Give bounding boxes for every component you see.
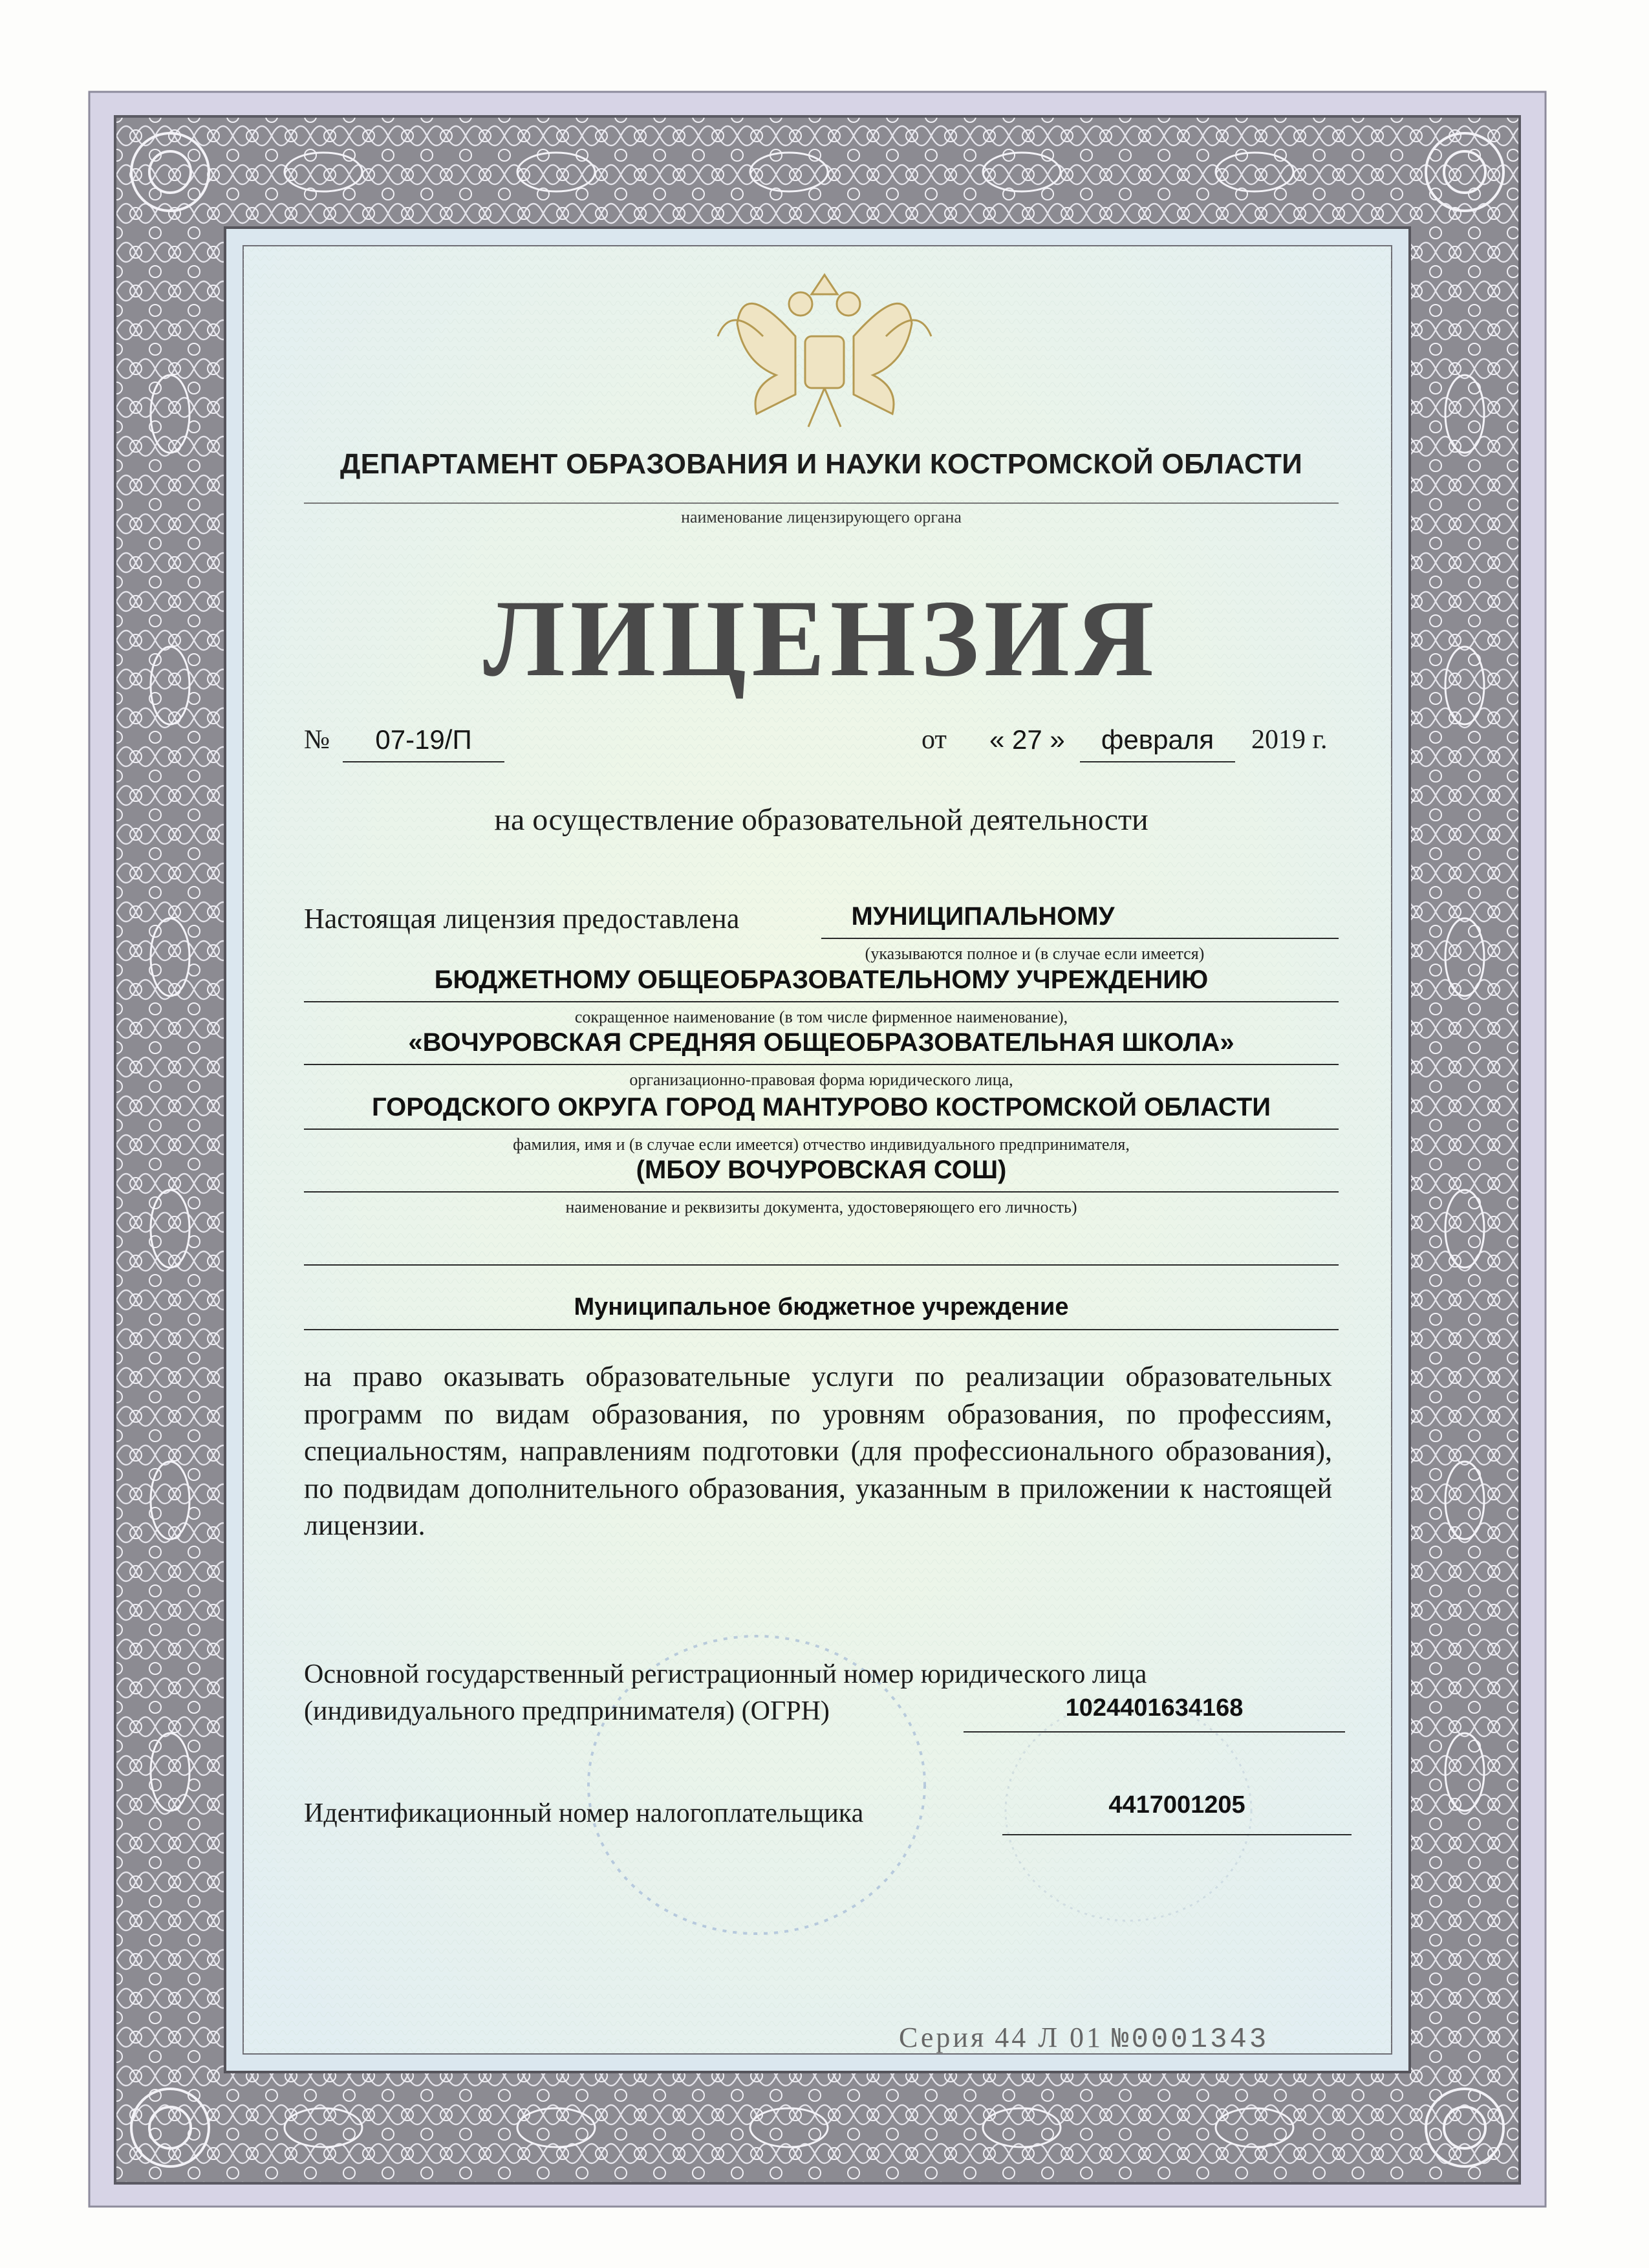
licensee-caption-5: наименование и реквизиты документа, удостоверяющего его личность)	[565, 1198, 1077, 1216]
ogrn-label-line-1: Основной государственный регистрационный номер юридического лица	[304, 1659, 1147, 1689]
issuer-underline	[304, 502, 1339, 504]
ogrn-value: 1024401634168	[1065, 1694, 1244, 1722]
licensee-line-4: ГОРОДСКОГО ОКРУГА ГОРОД МАНТУРОВО КОСТРОМСКОЙ ОБЛАСТИ	[371, 1093, 1271, 1121]
license-number: 07-19/П	[375, 724, 472, 755]
date-year: 2019 г.	[1251, 725, 1328, 755]
licensee-rule-4	[304, 1129, 1339, 1130]
licensee-rule-2	[304, 1001, 1339, 1002]
date-from-label: от	[921, 725, 947, 755]
series-value: 44 Л 01	[995, 2022, 1104, 2053]
licensee-rule-3	[304, 1064, 1339, 1065]
licensee-line-3: «ВОЧУРОВСКАЯ СРЕДНЯЯ ОБЩЕОБРАЗОВАТЕЛЬНАЯ ШКОЛА»	[408, 1028, 1234, 1057]
licensee-line-2: БЮДЖЕТНОМУ ОБЩЕОБРАЗОВАТЕЛЬНОМУ УЧРЕЖДЕНИЮ	[434, 966, 1209, 994]
license-body-text: на право оказывать образовательные услуги по реализации образовательных программ по видам образования, по уровням образования, по профессиям, специальностям, направлениям подготовки (для профессионального образования), по подвидам дополнительного образования, указанным в приложении к настоящей лицензии.	[304, 1361, 1332, 1541]
inn-underline	[1002, 1834, 1352, 1835]
ogrn-label-line-2: (индивидуального предпринимателя) (ОГРН)	[304, 1696, 830, 1726]
series-number: №0001343	[1112, 2024, 1269, 2056]
licensee-rule-empty	[304, 1264, 1339, 1266]
date-month: февраля	[1101, 724, 1214, 755]
licensee-line-1: МУНИЦИПАЛЬНОМУ	[851, 902, 1115, 931]
licensee-caption-3: организационно-правовая форма юридического лица,	[629, 1070, 1013, 1089]
licensee-caption-2: сокращенное наименование (в том числе фирменное наименование),	[574, 1008, 1068, 1026]
licensee-rule-6	[304, 1329, 1339, 1330]
inn-value: 4417001205	[1108, 1791, 1245, 1819]
issuer-name: ДЕПАРТАМЕНТ ОБРАЗОВАНИЯ И НАУКИ КОСТРОМСКОЙ ОБЛАСТИ	[339, 448, 1303, 480]
series-label-group	[899, 2021, 1269, 2056]
license-purpose: на осуществление образовательной деятельности	[494, 803, 1148, 837]
date-day: « 27 »	[989, 724, 1065, 755]
licensee-caption-4: фамилия, имя и (в случае если имеется) отчество индивидуального предпринимателя,	[513, 1135, 1130, 1154]
series-label: Серия	[899, 2022, 987, 2053]
licensee-line-5: (МБОУ ВОЧУРОВСКАЯ СОШ)	[636, 1156, 1007, 1184]
licensee-intro: Настоящая лицензия предоставлена	[304, 903, 740, 934]
inn-label: Идентификационный номер налогоплательщика	[304, 1798, 864, 1828]
licensee-rule-1	[821, 938, 1339, 939]
licensee-caption-1: (указываются полное и (в случае если имеется)	[865, 944, 1205, 963]
licensee-line-6: Муниципальное бюджетное учреждение	[574, 1293, 1069, 1321]
page-title: ЛИЦЕНЗИЯ	[483, 578, 1159, 699]
issuer-caption: наименование лицензирующего органа	[681, 508, 962, 526]
number-label: №	[304, 725, 330, 755]
month-underline	[1080, 761, 1235, 762]
licensee-rule-5	[304, 1191, 1339, 1193]
number-underline	[343, 761, 504, 762]
ogrn-underline	[964, 1731, 1345, 1733]
